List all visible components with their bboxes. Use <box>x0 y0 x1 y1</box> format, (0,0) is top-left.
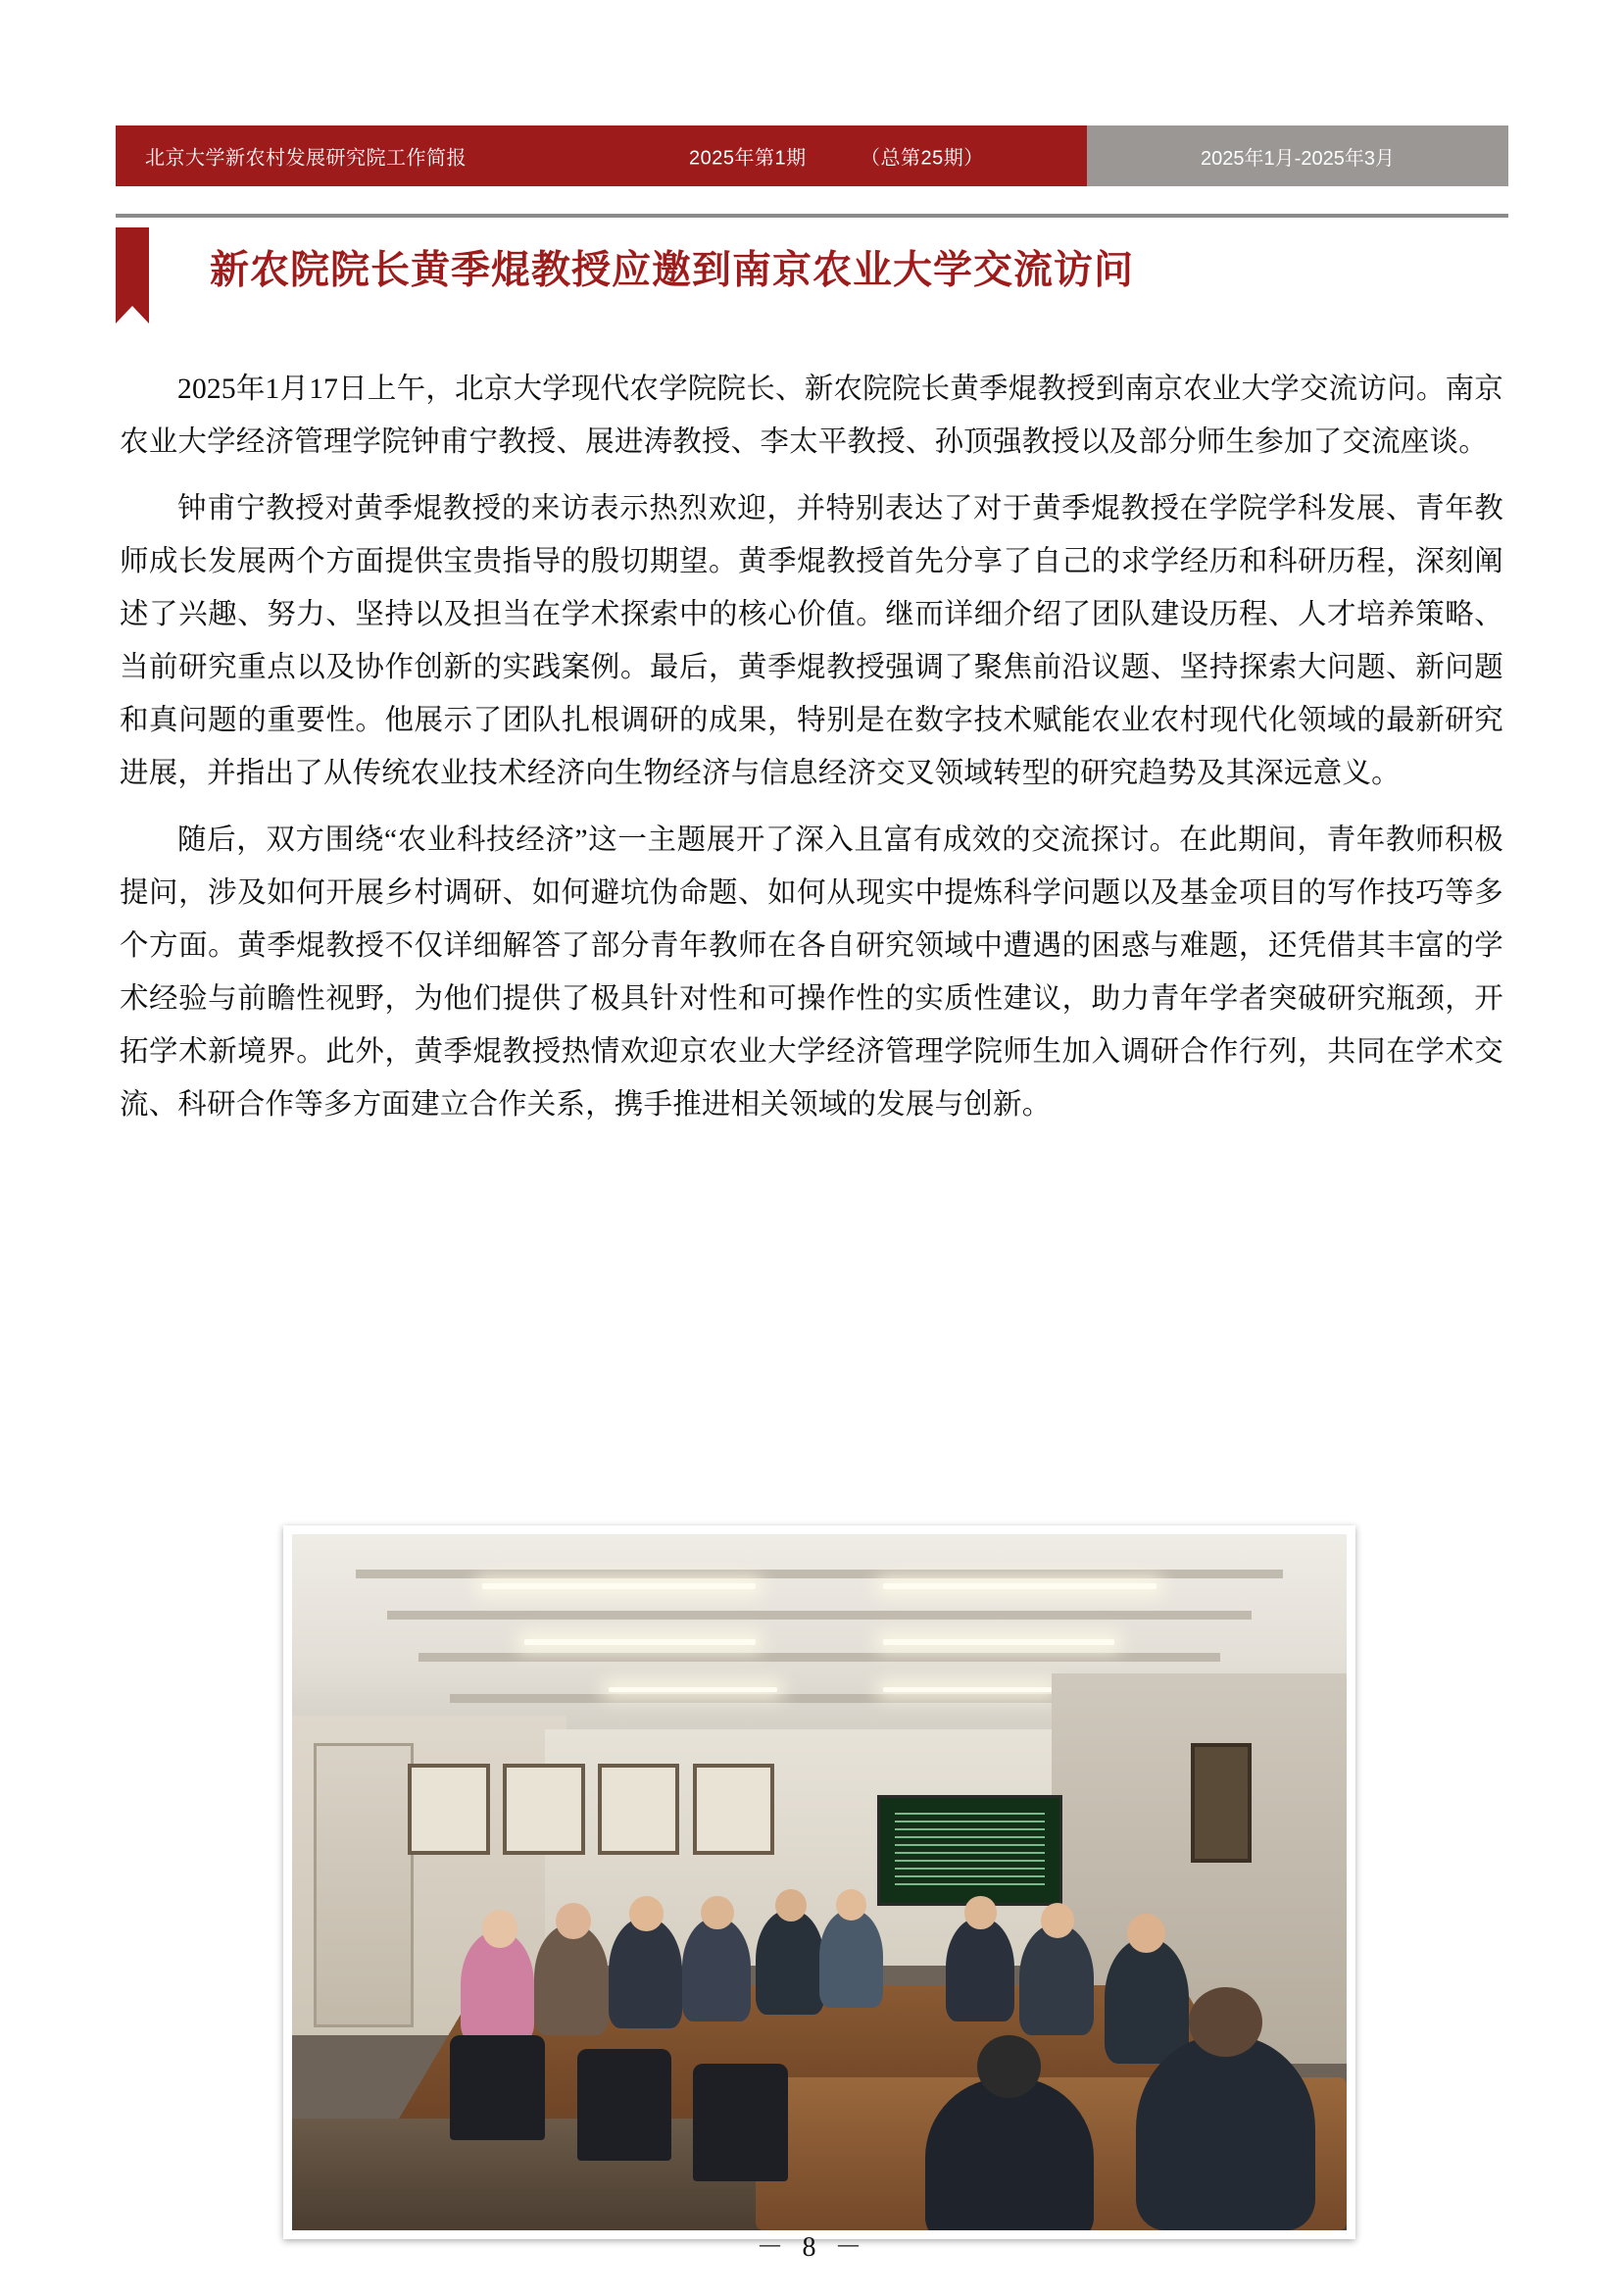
photo-ceiling-light <box>482 1583 757 1589</box>
paragraph-3: 随后，双方围绕“农业科技经济”这一主题展开了深入且富有成效的交流探讨。在此期间，青年教师积极提问，涉及如何开展乡村调研、如何避坑伪命题、如何从现实中提炼科学问题以及基金项目的写作技巧等多个方面。黄季焜教授不仅详细解答了部分青年教师在各自研究领域中遭遇的困惑与难题，还凭借其丰富的学术经验与前瞻性视野，为他们提供了极具针对性和可操作性的实质性建议，助力青年学者突破研究瓶颈，开拓学术新境界。此外，黄季焜教授热情欢迎京农业大学经济管理学院师生加入调研合作行列，共同在学术交流、科研合作等多方面建立合作关系，携手推进相关领域的发展与创新。 <box>120 824 1503 1121</box>
photo-attendee <box>1019 1924 1093 2036</box>
photo-ceiling-beam <box>356 1570 1284 1578</box>
photo-ceiling-light <box>883 1583 1157 1589</box>
title-flag-marker <box>116 227 149 306</box>
article-title-row <box>116 227 1508 306</box>
photo-ceiling-beam <box>418 1653 1220 1662</box>
photo-attendee-head <box>629 1896 663 1931</box>
photo-attendee <box>682 1918 751 2022</box>
paragraph-1: 2025年1月17日上午，北京大学现代农学院院长、新农院院长黄季焜教授到南京农业大学交流访问。南京农业大学经济管理学院钟甫宁教授、展进涛教授、李太平教授、孙顶强教授以及部分师生参加了交流座谈。 <box>120 374 1503 458</box>
header-date-range: 2025年1月-2025年3月 <box>1087 125 1508 186</box>
photo-wall-frame <box>598 1764 679 1855</box>
photo-wall-frame <box>693 1764 774 1855</box>
meeting-room-photo <box>292 1534 1347 2230</box>
page-number: － 8 － <box>756 2232 868 2263</box>
title-divider <box>116 214 1508 218</box>
photo-foreground-attendee-head <box>1189 1987 1262 2057</box>
article-photo-frame <box>283 1525 1355 2239</box>
photo-attendee <box>756 1910 824 2015</box>
photo-door <box>314 1743 415 2027</box>
photo-attendee <box>819 1910 883 2007</box>
header-left-band <box>116 125 1087 186</box>
photo-attendee <box>461 1931 534 2043</box>
photo-ceiling-light <box>883 1639 1115 1645</box>
publication-title: 北京大学新农村发展研究院工作简报 <box>145 147 467 170</box>
photo-attendee-head <box>964 1896 996 1928</box>
photo-attendee-head <box>701 1896 733 1929</box>
photo-foreground-attendee <box>1136 2035 1315 2230</box>
photo-attendee <box>946 1918 1014 2022</box>
photo-attendee-head <box>1127 1914 1165 1953</box>
photo-foreground-attendee-head <box>977 2035 1041 2098</box>
photo-speaker-box <box>1191 1743 1252 1863</box>
photo-wall-frame <box>503 1764 584 1855</box>
photo-attendee <box>534 1924 608 2036</box>
photo-ceiling-beam <box>387 1611 1252 1620</box>
photo-ceiling-light <box>524 1639 757 1645</box>
photo-attendee-head <box>1041 1903 1074 1938</box>
photo-ceiling-light <box>883 1687 1052 1692</box>
paragraph-2: 钟甫宁教授对黄季焜教授的来访表示热烈欢迎，并特别表达了对于黄季焜教授在学院学科发展、青年教师成长发展两个方面提供宝贵指导的殷切期望。黄季焜教授首先分享了自己的求学经历和科研历程，深刻阐述了兴趣、努力、坚持以及担当在学术探索中的核心价值。继而详细介绍了团队建设历程、人才培养策略、当前研究重点以及协作创新的实践案例。最后，黄季焜教授强调了聚焦前沿议题、坚持探索大问题、新问题和真问题的重要性。他展示了团队扎根调研的成果，特别是在数字技术赋能农业农村现代化领域的最新研究进展，并指出了从传统农业技术经济向生物经济与信息经济交叉领域转型的研究趋势及其深远意义。 <box>120 493 1503 789</box>
photo-chair <box>577 2049 672 2161</box>
page-header <box>116 125 1508 186</box>
photo-attendee <box>609 1918 682 2029</box>
photo-attendee-head <box>556 1903 591 1939</box>
photo-chair <box>450 2035 545 2140</box>
page-title: 新农院院长黄季焜教授应邀到南京农业大学交流访问 <box>210 248 1134 292</box>
total-issue-number: （总第25期） <box>861 147 984 170</box>
article-body <box>120 363 1503 1145</box>
photo-screen-content <box>895 1813 1046 1886</box>
photo-wall-frame <box>408 1764 489 1855</box>
photo-attendee-head <box>482 1910 518 1947</box>
issue-number: 2025年第1期 <box>689 147 807 170</box>
photo-attendee <box>1105 1938 1189 2064</box>
photo-presentation-screen <box>877 1795 1062 1906</box>
photo-chair <box>693 2064 788 2182</box>
photo-foreground-attendee <box>925 2077 1094 2230</box>
photo-ceiling-light <box>609 1687 777 1692</box>
